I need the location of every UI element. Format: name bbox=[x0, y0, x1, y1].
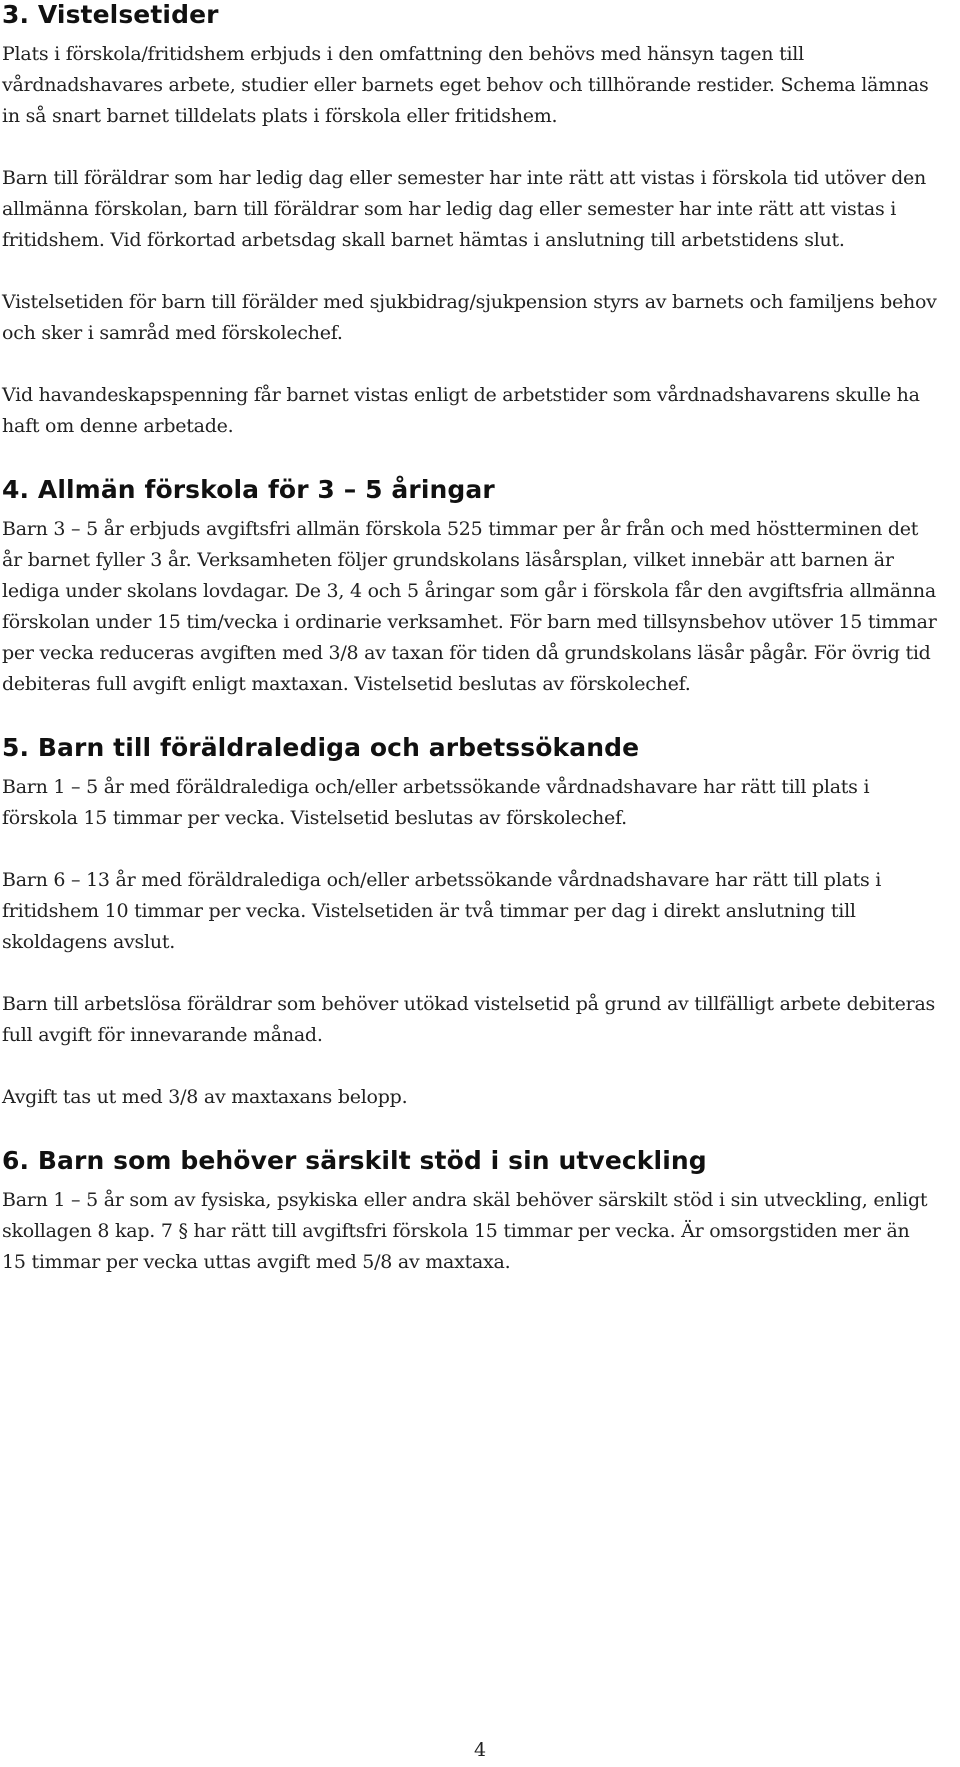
paragraph: Barn till arbetslösa föräldrar som behöver utökad vistelsetid på grund av tillfälligt arbete debiteras full avgift för innevarande månad. bbox=[2, 993, 936, 1046]
paragraph: Barn 3 – 5 år erbjuds avgiftsfri allmän förskola 525 timmar per år från och med höstterminen det år barnet fyller 3 år. Verksamheten följer grundskolans läsårsplan, vilket innebär att barnen är lediga under skolans lovdagar. De 3, 4 och 5 åringar som går i förskola får den avgiftsfria allmänna förskolan under 15 tim/vecka i ordinarie verksamhet. För barn med tillsynsbehov utöver 15 timmar per vecka reduceras avgiften med 3/8 av taxan för tiden då grundskolans läsår pågår. För övrig tid debiteras full avgift enligt maxtaxan. Vistelsetid beslutas av förskolechef. bbox=[2, 518, 937, 695]
paragraph: Barn 1 – 5 år med föräldralediga och/eller arbetssökande vårdnadshavare har rätt till plats i förskola 15 timmar per vecka. Vistelsetid beslutas av förskolechef. bbox=[2, 776, 870, 829]
section-heading: 4. Allmän förskola för 3 – 5 åringar bbox=[2, 475, 495, 504]
page-number: 4 bbox=[473, 1739, 487, 1761]
paragraph: Vistelsetiden för barn till förälder med sjukbidrag/sjukpension styrs av barnets och familjens behov och sker i samråd med förskolechef. bbox=[2, 291, 937, 344]
paragraph: Avgift tas ut med 3/8 av maxtaxans belopp. bbox=[2, 1086, 408, 1108]
paragraph: Barn till föräldrar som har ledig dag eller semester har inte rätt att vistas i förskola tid utöver den allmänna förskolan, barn till föräldrar som har ledig dag eller semester har inte rätt att vistas i fritidshem. Vid förkortad arbetsdag skall barnet hämtas i anslutning till arbetstidens slut. bbox=[2, 167, 926, 251]
paragraph: Barn 6 – 13 år med föräldralediga och/eller arbetssökande vårdnadshavare har rätt till plats i fritidshem 10 timmar per vecka. Vistelsetiden är två timmar per dag i direkt anslutning till skoldagens avslut. bbox=[2, 869, 882, 953]
section-sarskilt-stod bbox=[2, 1146, 937, 1278]
section-foraldralediga-arbetssokande bbox=[2, 733, 937, 1113]
page-content bbox=[2, 0, 937, 1278]
paragraph: Vid havandeskapspenning får barnet vistas enligt de arbetstider som vårdnadshavarens skulle ha haft om denne arbetade. bbox=[2, 384, 920, 437]
section-vistelsetider bbox=[2, 0, 937, 442]
section-heading: 5. Barn till föräldralediga och arbetssökande bbox=[2, 733, 640, 762]
section-heading: 3. Vistelsetider bbox=[2, 0, 219, 29]
section-allman-forskola bbox=[2, 475, 937, 700]
paragraph: Barn 1 – 5 år som av fysiska, psykiska eller andra skäl behöver särskilt stöd i sin utveckling, enligt skollagen 8 kap. 7 § har rätt till avgiftsfri förskola 15 timmar per vecka. Är omsorgstiden mer än 15 timmar per vecka uttas avgift med 5/8 av maxtaxa. bbox=[2, 1189, 928, 1273]
section-heading: 6. Barn som behöver särskilt stöd i sin utveckling bbox=[2, 1146, 707, 1175]
paragraph: Plats i förskola/fritidshem erbjuds i den omfattning den behövs med hänsyn tagen till vårdnadshavares arbete, studier eller barnets eget behov och tillhörande restider. Schema lämnas in så snart barnet tilldelats plats i förskola eller fritidshem. bbox=[2, 43, 929, 127]
